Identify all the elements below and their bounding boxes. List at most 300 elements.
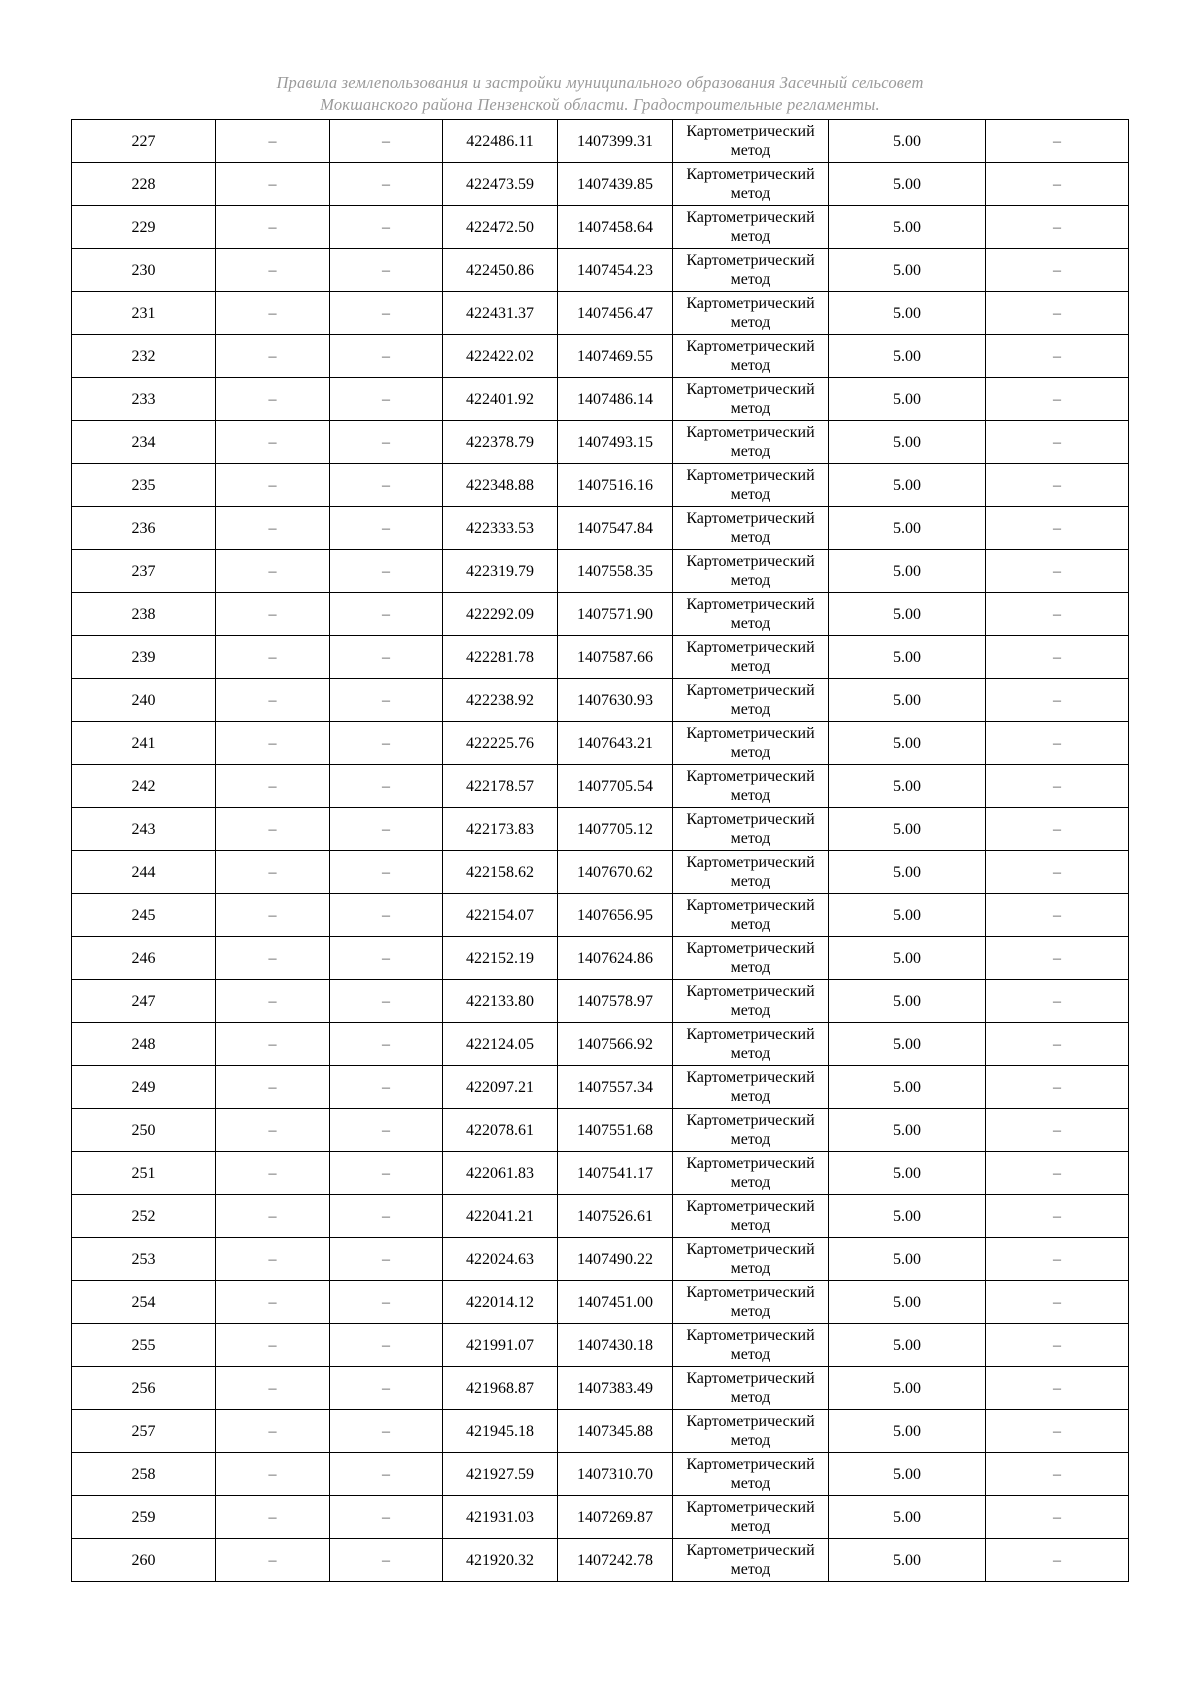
empty-cell: – [330,679,443,722]
empty-cell: – [330,335,443,378]
coordinate-y-cell: 1407399.31 [558,120,673,163]
table-row [72,421,1129,464]
coordinate-x-cell: 422281.78 [443,636,558,679]
empty-cell: – [216,1023,330,1066]
empty-cell: – [986,636,1129,679]
point-number-cell: 248 [72,1023,216,1066]
coordinate-y-cell: 1407558.35 [558,550,673,593]
accuracy-cell: 5.00 [829,550,986,593]
empty-cell: – [986,464,1129,507]
method-cell: Картометрический метод [673,249,829,292]
method-cell: Картометрический метод [673,1152,829,1195]
empty-cell: – [986,550,1129,593]
coordinate-y-cell: 1407547.84 [558,507,673,550]
empty-cell: – [986,1367,1129,1410]
table-row [72,378,1129,421]
empty-cell: – [216,1195,330,1238]
point-number-cell: 247 [72,980,216,1023]
coordinate-x-cell: 422014.12 [443,1281,558,1324]
point-number-cell: 245 [72,894,216,937]
method-cell: Картометрический метод [673,1066,829,1109]
method-cell: Картометрический метод [673,507,829,550]
point-number-cell: 255 [72,1324,216,1367]
empty-cell: – [986,120,1129,163]
point-number-cell: 250 [72,1109,216,1152]
table-row [72,249,1129,292]
coordinate-y-cell: 1407656.95 [558,894,673,937]
page-header [0,72,1200,116]
method-cell: Картометрический метод [673,421,829,464]
coordinate-x-cell: 422173.83 [443,808,558,851]
empty-cell: – [330,851,443,894]
method-cell: Картометрический метод [673,722,829,765]
point-number-cell: 240 [72,679,216,722]
empty-cell: – [216,1367,330,1410]
empty-cell: – [986,851,1129,894]
empty-cell: – [330,1324,443,1367]
accuracy-cell: 5.00 [829,679,986,722]
point-number-cell: 238 [72,593,216,636]
empty-cell: – [216,1109,330,1152]
table-row [72,1496,1129,1539]
coordinate-x-cell: 422319.79 [443,550,558,593]
coordinate-y-cell: 1407242.78 [558,1539,673,1582]
table-row [72,1109,1129,1152]
method-cell: Картометрический метод [673,765,829,808]
coordinate-y-cell: 1407469.55 [558,335,673,378]
table-row [72,1066,1129,1109]
table-row [72,937,1129,980]
accuracy-cell: 5.00 [829,464,986,507]
empty-cell: – [216,249,330,292]
accuracy-cell: 5.00 [829,1109,986,1152]
empty-cell: – [330,1066,443,1109]
point-number-cell: 227 [72,120,216,163]
method-cell: Картометрический метод [673,679,829,722]
empty-cell: – [986,1023,1129,1066]
table-row [72,679,1129,722]
coordinate-y-cell: 1407439.85 [558,163,673,206]
coordinate-x-cell: 422158.62 [443,851,558,894]
coordinate-x-cell: 422401.92 [443,378,558,421]
empty-cell: – [216,421,330,464]
coordinate-y-cell: 1407526.61 [558,1195,673,1238]
accuracy-cell: 5.00 [829,120,986,163]
point-number-cell: 228 [72,163,216,206]
empty-cell: – [330,1367,443,1410]
empty-cell: – [330,1496,443,1539]
empty-cell: – [216,808,330,851]
point-number-cell: 244 [72,851,216,894]
empty-cell: – [330,507,443,550]
empty-cell: – [986,593,1129,636]
empty-cell: – [986,937,1129,980]
table-row [72,593,1129,636]
empty-cell: – [986,765,1129,808]
empty-cell: – [330,464,443,507]
empty-cell: – [216,937,330,980]
empty-cell: – [330,292,443,335]
point-number-cell: 257 [72,1410,216,1453]
point-number-cell: 243 [72,808,216,851]
empty-cell: – [986,1195,1129,1238]
empty-cell: – [986,1324,1129,1367]
coordinate-x-cell: 422450.86 [443,249,558,292]
empty-cell: – [216,765,330,808]
empty-cell: – [216,851,330,894]
empty-cell: – [330,1238,443,1281]
coordinate-x-cell: 422061.83 [443,1152,558,1195]
coordinate-y-cell: 1407516.16 [558,464,673,507]
method-cell: Картометрический метод [673,1281,829,1324]
coordinate-y-cell: 1407670.62 [558,851,673,894]
empty-cell: – [330,937,443,980]
empty-cell: – [330,1453,443,1496]
empty-cell: – [216,206,330,249]
coordinate-x-cell: 422178.57 [443,765,558,808]
point-number-cell: 236 [72,507,216,550]
empty-cell: – [330,894,443,937]
coordinate-x-cell: 421931.03 [443,1496,558,1539]
table-row [72,980,1129,1023]
accuracy-cell: 5.00 [829,1238,986,1281]
coordinate-x-cell: 422486.11 [443,120,558,163]
empty-cell: – [986,249,1129,292]
method-cell: Картометрический метод [673,1410,829,1453]
coordinate-x-cell: 422378.79 [443,421,558,464]
empty-cell: – [216,464,330,507]
header-line-2: Мокшанского района Пензенской области. Градостроительные регламенты. [320,95,880,114]
point-number-cell: 254 [72,1281,216,1324]
method-cell: Картометрический метод [673,894,829,937]
accuracy-cell: 5.00 [829,808,986,851]
point-number-cell: 246 [72,937,216,980]
method-cell: Картометрический метод [673,292,829,335]
table-row [72,1023,1129,1066]
empty-cell: – [986,1281,1129,1324]
empty-cell: – [330,1539,443,1582]
table-row [72,464,1129,507]
coordinate-y-cell: 1407551.68 [558,1109,673,1152]
table-row [72,1539,1129,1582]
coordinate-y-cell: 1407486.14 [558,378,673,421]
table-row [72,722,1129,765]
table-row [72,1367,1129,1410]
table-row [72,808,1129,851]
method-cell: Картометрический метод [673,937,829,980]
empty-cell: – [216,292,330,335]
empty-cell: – [330,120,443,163]
empty-cell: – [216,1453,330,1496]
empty-cell: – [986,421,1129,464]
coordinate-x-cell: 422024.63 [443,1238,558,1281]
coordinate-x-cell: 422152.19 [443,937,558,980]
table-row [72,1195,1129,1238]
coordinate-x-cell: 422348.88 [443,464,558,507]
coordinates-table [71,119,1129,1582]
empty-cell: – [986,1152,1129,1195]
method-cell: Картометрический метод [673,1496,829,1539]
empty-cell: – [330,378,443,421]
empty-cell: – [986,1453,1129,1496]
empty-cell: – [216,163,330,206]
method-cell: Картометрический метод [673,163,829,206]
accuracy-cell: 5.00 [829,980,986,1023]
coordinate-y-cell: 1407630.93 [558,679,673,722]
coordinate-y-cell: 1407458.64 [558,206,673,249]
point-number-cell: 258 [72,1453,216,1496]
coordinate-y-cell: 1407624.86 [558,937,673,980]
accuracy-cell: 5.00 [829,636,986,679]
empty-cell: – [216,550,330,593]
coordinate-y-cell: 1407454.23 [558,249,673,292]
coordinate-x-cell: 422473.59 [443,163,558,206]
empty-cell: – [216,378,330,421]
table-row [72,1281,1129,1324]
point-number-cell: 256 [72,1367,216,1410]
coordinate-y-cell: 1407571.90 [558,593,673,636]
table-row [72,206,1129,249]
empty-cell: – [986,507,1129,550]
accuracy-cell: 5.00 [829,1195,986,1238]
coordinate-x-cell: 422154.07 [443,894,558,937]
point-number-cell: 259 [72,1496,216,1539]
point-number-cell: 231 [72,292,216,335]
empty-cell: – [216,636,330,679]
method-cell: Картометрический метод [673,851,829,894]
accuracy-cell: 5.00 [829,421,986,464]
method-cell: Картометрический метод [673,1367,829,1410]
accuracy-cell: 5.00 [829,1023,986,1066]
accuracy-cell: 5.00 [829,1066,986,1109]
coordinate-y-cell: 1407587.66 [558,636,673,679]
empty-cell: – [986,1109,1129,1152]
coordinate-x-cell: 421968.87 [443,1367,558,1410]
table-body [72,120,1129,1582]
empty-cell: – [330,1109,443,1152]
point-number-cell: 239 [72,636,216,679]
table-row [72,894,1129,937]
empty-cell: – [986,1238,1129,1281]
coordinate-x-cell: 422422.02 [443,335,558,378]
empty-cell: – [986,1410,1129,1453]
coordinate-y-cell: 1407493.15 [558,421,673,464]
empty-cell: – [216,1066,330,1109]
method-cell: Картометрический метод [673,464,829,507]
point-number-cell: 237 [72,550,216,593]
empty-cell: – [986,679,1129,722]
method-cell: Картометрический метод [673,1453,829,1496]
empty-cell: – [330,421,443,464]
empty-cell: – [986,378,1129,421]
table-row [72,1238,1129,1281]
empty-cell: – [216,507,330,550]
empty-cell: – [216,1152,330,1195]
empty-cell: – [330,593,443,636]
accuracy-cell: 5.00 [829,335,986,378]
point-number-cell: 233 [72,378,216,421]
method-cell: Картометрический метод [673,120,829,163]
method-cell: Картометрический метод [673,1109,829,1152]
coordinate-y-cell: 1407566.92 [558,1023,673,1066]
empty-cell: – [216,679,330,722]
empty-cell: – [330,550,443,593]
table-row [72,636,1129,679]
accuracy-cell: 5.00 [829,937,986,980]
method-cell: Картометрический метод [673,550,829,593]
empty-cell: – [216,1281,330,1324]
table-row [72,335,1129,378]
coordinate-y-cell: 1407643.21 [558,722,673,765]
coordinate-y-cell: 1407541.17 [558,1152,673,1195]
point-number-cell: 252 [72,1195,216,1238]
empty-cell: – [986,1066,1129,1109]
coordinate-x-cell: 422097.21 [443,1066,558,1109]
accuracy-cell: 5.00 [829,593,986,636]
point-number-cell: 232 [72,335,216,378]
table-row [72,765,1129,808]
point-number-cell: 260 [72,1539,216,1582]
accuracy-cell: 5.00 [829,1496,986,1539]
method-cell: Картометрический метод [673,1539,829,1582]
point-number-cell: 241 [72,722,216,765]
accuracy-cell: 5.00 [829,507,986,550]
point-number-cell: 249 [72,1066,216,1109]
table-row [72,1324,1129,1367]
method-cell: Картометрический метод [673,1195,829,1238]
table-row [72,292,1129,335]
empty-cell: – [216,335,330,378]
empty-cell: – [986,335,1129,378]
empty-cell: – [216,1410,330,1453]
coordinate-y-cell: 1407269.87 [558,1496,673,1539]
coordinate-y-cell: 1407578.97 [558,980,673,1023]
accuracy-cell: 5.00 [829,1410,986,1453]
point-number-cell: 229 [72,206,216,249]
empty-cell: – [986,1496,1129,1539]
accuracy-cell: 5.00 [829,1324,986,1367]
empty-cell: – [216,1238,330,1281]
coordinate-y-cell: 1407557.34 [558,1066,673,1109]
accuracy-cell: 5.00 [829,1152,986,1195]
table-row [72,550,1129,593]
table-row [72,851,1129,894]
method-cell: Картометрический метод [673,593,829,636]
empty-cell: – [986,722,1129,765]
coordinate-y-cell: 1407451.00 [558,1281,673,1324]
empty-cell: – [986,292,1129,335]
empty-cell: – [330,1410,443,1453]
accuracy-cell: 5.00 [829,1539,986,1582]
empty-cell: – [986,163,1129,206]
coordinate-y-cell: 1407383.49 [558,1367,673,1410]
accuracy-cell: 5.00 [829,765,986,808]
accuracy-cell: 5.00 [829,292,986,335]
table-row [72,1453,1129,1496]
empty-cell: – [216,593,330,636]
empty-cell: – [216,1324,330,1367]
coordinate-x-cell: 422333.53 [443,507,558,550]
point-number-cell: 235 [72,464,216,507]
method-cell: Картометрический метод [673,206,829,249]
empty-cell: – [330,249,443,292]
coordinate-x-cell: 421991.07 [443,1324,558,1367]
coordinate-y-cell: 1407310.70 [558,1453,673,1496]
empty-cell: – [216,1496,330,1539]
empty-cell: – [330,1152,443,1195]
table-row [72,163,1129,206]
table-row [72,120,1129,163]
coordinate-x-cell: 421945.18 [443,1410,558,1453]
method-cell: Картометрический метод [673,378,829,421]
coordinate-x-cell: 422472.50 [443,206,558,249]
method-cell: Картометрический метод [673,980,829,1023]
accuracy-cell: 5.00 [829,1281,986,1324]
method-cell: Картометрический метод [673,335,829,378]
coordinate-x-cell: 422238.92 [443,679,558,722]
empty-cell: – [986,980,1129,1023]
coordinate-y-cell: 1407345.88 [558,1410,673,1453]
accuracy-cell: 5.00 [829,1453,986,1496]
table-row [72,1152,1129,1195]
empty-cell: – [330,765,443,808]
coordinate-x-cell: 422133.80 [443,980,558,1023]
table-row [72,1410,1129,1453]
coordinate-x-cell: 422225.76 [443,722,558,765]
empty-cell: – [330,722,443,765]
coordinate-y-cell: 1407430.18 [558,1324,673,1367]
empty-cell: – [330,808,443,851]
empty-cell: – [986,1539,1129,1582]
coordinate-y-cell: 1407705.54 [558,765,673,808]
accuracy-cell: 5.00 [829,206,986,249]
point-number-cell: 230 [72,249,216,292]
empty-cell: – [216,894,330,937]
empty-cell: – [330,1023,443,1066]
point-number-cell: 234 [72,421,216,464]
empty-cell: – [986,894,1129,937]
accuracy-cell: 5.00 [829,378,986,421]
header-line-1: Правила землепользования и застройки муниципального образования Засечный сельсовет [276,73,924,92]
coordinate-x-cell: 422078.61 [443,1109,558,1152]
coordinate-y-cell: 1407490.22 [558,1238,673,1281]
empty-cell: – [330,980,443,1023]
empty-cell: – [216,1539,330,1582]
empty-cell: – [330,636,443,679]
accuracy-cell: 5.00 [829,851,986,894]
coordinate-y-cell: 1407705.12 [558,808,673,851]
accuracy-cell: 5.00 [829,722,986,765]
empty-cell: – [330,1195,443,1238]
method-cell: Картометрический метод [673,1023,829,1066]
accuracy-cell: 5.00 [829,163,986,206]
accuracy-cell: 5.00 [829,1367,986,1410]
point-number-cell: 242 [72,765,216,808]
coordinate-x-cell: 421920.32 [443,1539,558,1582]
coordinate-x-cell: 422124.05 [443,1023,558,1066]
empty-cell: – [216,120,330,163]
empty-cell: – [216,722,330,765]
point-number-cell: 251 [72,1152,216,1195]
accuracy-cell: 5.00 [829,894,986,937]
method-cell: Картометрический метод [673,1238,829,1281]
empty-cell: – [330,206,443,249]
coordinate-x-cell: 421927.59 [443,1453,558,1496]
coordinate-y-cell: 1407456.47 [558,292,673,335]
empty-cell: – [330,1281,443,1324]
table-row [72,507,1129,550]
empty-cell: – [330,163,443,206]
